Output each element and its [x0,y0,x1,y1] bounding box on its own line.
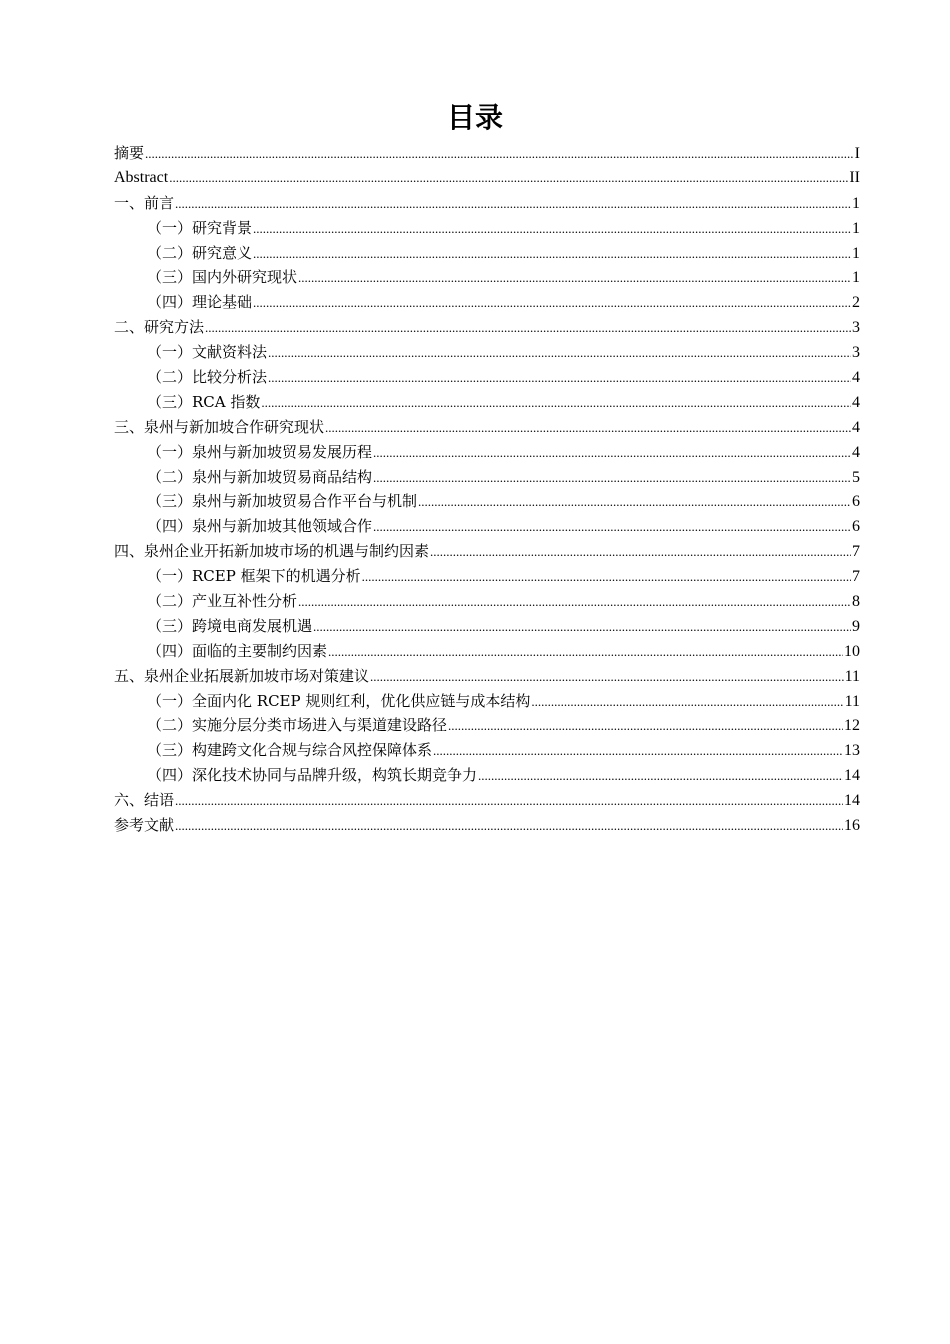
toc-entry-label: （四）面临的主要制约因素 [147,641,328,660]
toc-entry[interactable] [114,166,860,191]
toc-dot-leader [373,466,851,491]
toc-dot-leader [433,739,843,764]
toc-entry-page-number: 1 [852,219,860,237]
toc-entry-label: （二）泉州与新加坡贸易商品结构 [147,467,373,486]
toc-entry-label: （三）泉州与新加坡贸易合作平台与机制 [147,492,418,511]
toc-dot-leader [531,690,843,715]
toc-entry-label: 一、前言 [114,193,175,212]
toc-dot-leader [328,640,843,665]
toc-entry-page-number: 4 [852,369,860,387]
toc-entry-label: （三）跨境电商发展机遇 [147,616,313,635]
toc-dot-leader [253,217,851,242]
toc-entry-label: 三、泉州与新加坡合作研究现状 [114,417,325,436]
toc-entry[interactable] [114,664,860,689]
toc-entry-label: 六、结语 [114,791,175,810]
toc-entry-label: 参考文献 [114,816,175,835]
toc-entry-page-number: 14 [844,767,860,785]
toc-dot-leader [418,490,851,515]
toc-title: 目录 [446,101,503,134]
toc-entry-page-number: 5 [852,468,860,486]
toc-entry-page-number: 4 [852,443,860,461]
toc-dot-leader [430,540,851,565]
toc-entry-label: （一）RCEP 框架下的机遇分析 [147,567,361,586]
toc-entry[interactable] [114,365,860,390]
toc-entry-label: （三）构建跨文化合规与综合风控保障体系 [147,741,433,760]
toc-entry-label: （一）泉州与新加坡贸易发展历程 [147,442,373,461]
toc-entry[interactable] [114,788,860,813]
toc-entry-page-number: 11 [844,692,860,710]
toc-entry-page-number: 6 [852,518,860,536]
toc-entry-page-number: 14 [844,792,860,810]
toc-entry-page-number: II [849,168,860,186]
toc-entry-page-number: 1 [852,244,860,262]
toc-entry-label: 二、研究方法 [114,318,205,337]
toc-entry-page-number: 8 [852,593,860,611]
toc-entry-label: （三）国内外研究现状 [147,268,298,287]
toc-dot-leader [169,166,848,191]
toc-dot-leader [373,515,851,540]
toc-entry[interactable] [114,564,860,589]
toc-dot-leader [325,416,851,441]
toc-entry-page-number: 12 [844,717,860,735]
toc-entry[interactable] [114,415,860,440]
toc-dot-leader [362,565,851,590]
toc-dot-leader [175,789,843,814]
toc-dot-leader [298,590,851,615]
toc-entry-label: 五、泉州企业拓展新加坡市场对策建议 [114,666,370,685]
toc-dot-leader [370,665,844,690]
toc-dot-leader [261,391,851,416]
toc-entry-page-number: 16 [844,817,860,835]
toc-entry[interactable] [114,639,860,664]
toc-entry[interactable] [114,241,860,266]
toc-entry[interactable] [114,340,860,365]
toc-entry-page-number: 6 [852,493,860,511]
toc-entry[interactable] [114,465,860,490]
toc-entry-label: （一）研究背景 [147,218,253,237]
toc-dot-leader [175,192,851,217]
toc-entry-page-number: 4 [852,393,860,411]
toc-entry-page-number: 11 [844,667,860,685]
toc-entry-page-number: 7 [852,543,860,561]
toc-entry[interactable] [114,265,860,290]
toc-entry-label: 摘要 [114,144,145,162]
toc-entry[interactable] [114,589,860,614]
toc-entry-label: （二）实施分层分类市场进入与渠道建设路径 [147,716,448,735]
toc-entry-label: （二）研究意义 [147,243,253,262]
toc-entry-page-number: 7 [852,568,860,586]
toc-entry-page-number: 2 [852,294,860,312]
toc-entry-label: （二）产业互补性分析 [147,592,298,611]
toc-entry-label: （四）泉州与新加坡其他领域合作 [147,517,373,536]
toc-entry-page-number: 13 [844,742,860,760]
toc-list [114,141,860,838]
toc-dot-leader [205,316,851,341]
toc-entry[interactable] [114,539,860,564]
toc-entry[interactable] [114,763,860,788]
toc-entry-label: （二）比较分析法 [147,368,268,387]
toc-dot-leader [478,764,843,789]
toc-dot-leader [268,341,851,366]
toc-entry[interactable] [114,290,860,315]
toc-entry-page-number: 4 [852,418,860,436]
toc-entry-page-number: 3 [852,344,860,362]
toc-entry[interactable] [114,191,860,216]
toc-dot-leader [253,242,851,267]
toc-dot-leader [175,814,843,839]
toc-entry-page-number: 1 [852,269,860,287]
toc-entry[interactable] [114,216,860,241]
toc-entry-label: （四）理论基础 [147,293,253,312]
toc-entry[interactable] [114,614,860,639]
toc-entry-label: （三）RCA 指数 [147,392,261,411]
toc-entry-page-number: 10 [844,642,860,660]
toc-dot-leader [298,266,851,291]
toc-entry[interactable] [114,713,860,738]
toc-dot-leader [253,291,851,316]
toc-entry-page-number: 9 [852,617,860,635]
toc-entry[interactable] [114,440,860,465]
toc-dot-leader [145,142,854,167]
toc-entry[interactable] [114,315,860,340]
toc-dot-leader [448,714,843,739]
toc-entry-page-number: 1 [852,194,860,212]
toc-entry[interactable] [114,514,860,539]
toc-entry-label: Abstract [114,168,169,186]
toc-entry-page-number: 3 [852,319,860,337]
toc-entry-label: （四）深化技术协同与品牌升级，构筑长期竞争力 [147,766,478,785]
toc-entry-label: 四、泉州企业开拓新加坡市场的机遇与制约因素 [114,542,430,561]
toc-entry-label: （一）文献资料法 [147,343,268,362]
toc-entry-label: （一）全面内化 RCEP 规则红利，优化供应链与成本结构 [147,691,531,710]
toc-dot-leader [268,366,851,391]
toc-entry[interactable] [114,390,860,415]
toc-entry[interactable] [114,689,860,714]
toc-entry[interactable] [114,738,860,763]
toc-entry[interactable] [114,141,860,166]
toc-entry[interactable] [114,489,860,514]
toc-entry-page-number: I [854,145,860,162]
toc-dot-leader [313,615,851,640]
toc-dot-leader [373,441,851,466]
toc-entry[interactable] [114,813,860,838]
